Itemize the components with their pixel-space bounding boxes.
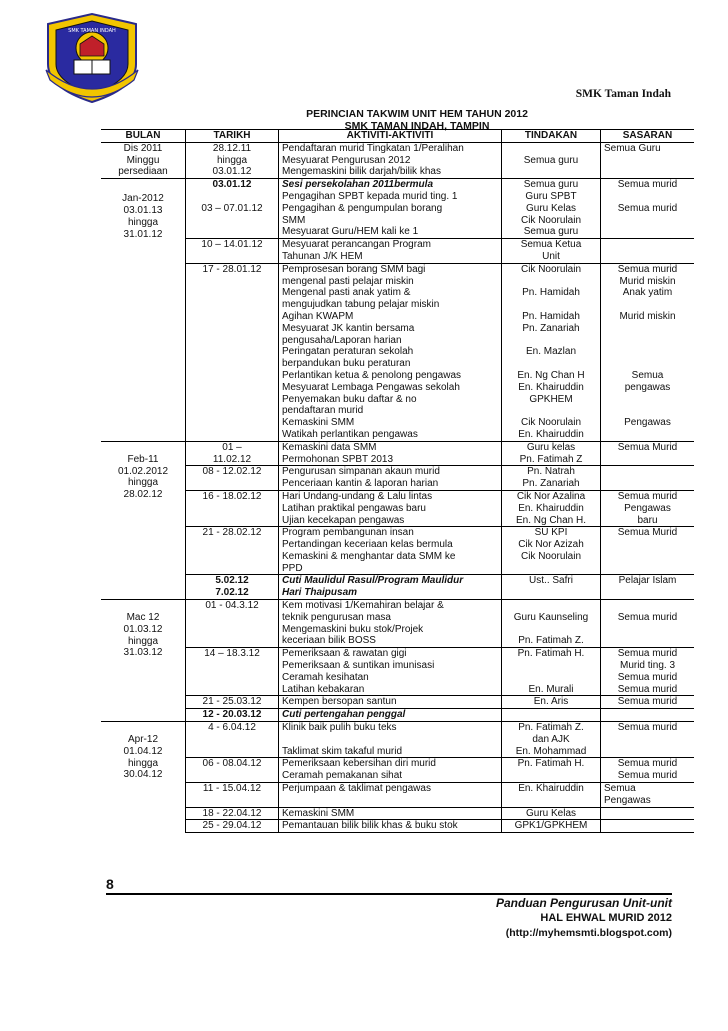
table-header-row xyxy=(101,130,694,143)
activity-cell: Pengagihan & pengumpulan borang SMM Mesyuarat Guru/HEM kali ke 1 xyxy=(279,203,502,239)
activity-cell: Pemprosesan borang SMM bagi mengenal pasti pelajar miskin Mengenal pasti anak yatim & mengujudkan tabung pelajar miskin Agihan KWAPM Mesyuarat JK kantin bersama pengusaha/Laporan harian Peringatan peraturan sekolah berpandukan buku peraturan Perlantikan ketua & penolong pengawas Mesyuarat Lembaga Pengawas sekolah Penyemakan buku daftar & no pendaftaran murid Kemaskini SMM Watikah perlantikan pengawas xyxy=(279,263,502,441)
action-cell: En. Aris xyxy=(502,696,601,709)
target-cell: Semua murid xyxy=(601,179,695,191)
target-cell: Semua murid xyxy=(617,202,678,214)
table-row xyxy=(101,263,694,441)
table-row xyxy=(101,807,694,820)
table-row xyxy=(101,783,694,808)
page-number: 8 xyxy=(106,876,114,892)
date-cell xyxy=(186,191,279,203)
action-cell: En. Khairuddin xyxy=(502,783,601,808)
target-cell xyxy=(601,466,695,491)
activity-cell: Hari Undang-undang & Lalu lintas Latihan praktikal pengawas baru Ujian kecekapan pengawas xyxy=(279,490,502,526)
svg-text:SMK TAMAN INDAH: SMK TAMAN INDAH xyxy=(68,28,116,34)
date-cell: 03.01.12 xyxy=(186,179,279,191)
action-cell: Ust.. Safri xyxy=(502,575,601,600)
activity-cell: Kemaskini data SMM Permohonan SPBT 2013 xyxy=(279,441,502,466)
table-row xyxy=(101,203,694,239)
footer-divider xyxy=(106,893,672,895)
table-row xyxy=(101,820,694,833)
activity-cell: Pendaftaran murid Tingkatan 1/Peralihan Mesyuarat Pengurusan 2012 Mengemaskini bilik darjah/bilik khas xyxy=(279,142,502,178)
target-cell: Semua Guru xyxy=(601,142,695,178)
target-cell: Semua murid Murid ting. 3 Semua murid Semua murid xyxy=(601,648,695,696)
table-row xyxy=(101,758,694,783)
target-cell xyxy=(601,807,695,820)
title-line-1: PERINCIAN TAKWIM UNIT HEM TAHUN 2012 xyxy=(306,108,528,120)
action-cell: Guru Kelas xyxy=(502,807,601,820)
date-cell: 4 - 6.04.12 xyxy=(186,722,279,758)
date-cell: 10 – 14.01.12 xyxy=(186,239,279,264)
activity-cell: Perjumpaan & taklimat pengawas xyxy=(279,783,502,808)
target-cell xyxy=(601,709,695,722)
table-row xyxy=(101,575,694,600)
target-cell: Semua murid xyxy=(601,696,695,709)
date-cell: 01 – 11.02.12 xyxy=(186,441,279,466)
table-row xyxy=(101,527,694,575)
action-cell: Guru kelas Pn. Fatimah Z xyxy=(502,441,601,466)
action-cell: Pn. Fatimah Z. dan AJK En. Mohammad xyxy=(502,722,601,758)
month-cell: Feb-11 01.02.2012 hingga 28.02.12 xyxy=(101,441,186,599)
date-cell: 18 - 22.04.12 xyxy=(186,807,279,820)
date-cell: 16 - 18.02.12 xyxy=(186,490,279,526)
table-row xyxy=(101,648,694,696)
target-cell: Semua murid Pengawas baru xyxy=(601,490,695,526)
action-cell xyxy=(502,709,601,722)
target-cell: Semua Murid xyxy=(601,441,695,466)
activity-cell: Sesi persekolahan 2011bermula xyxy=(279,179,502,191)
month-cell: Mac 12 01.03.12 hingga 31.03.12 xyxy=(101,600,186,722)
activity-cell: Klinik baik pulih buku teks Taklimat skim takaful murid xyxy=(279,722,502,758)
table-row xyxy=(101,709,694,722)
activity-cell: Program pembangunan insan Pertandingan keceriaan kelas bermula Kemaskini & menghantar data SMM ke PPD xyxy=(279,527,502,575)
activity-cell: Pemeriksaan & rawatan gigi Pemeriksaan & suntikan imunisasi Ceramah kesihatan Latihan kebakaran xyxy=(279,648,502,696)
activity-cell: Kemaskini SMM xyxy=(279,807,502,820)
footer xyxy=(496,896,672,941)
col-bulan: BULAN xyxy=(101,130,186,143)
action-cell: Guru SPBT xyxy=(502,191,601,203)
col-sasaran: SASARAN xyxy=(601,130,695,143)
col-tindakan: TINDAKAN xyxy=(502,130,601,143)
footer-line-1: Panduan Pengurusan Unit-unit xyxy=(496,896,672,910)
school-crest-logo xyxy=(40,10,144,106)
action-cell: GPK1/GPKHEM xyxy=(502,820,601,833)
target-cell: Semua murid xyxy=(601,600,695,648)
action-cell: Pn. Natrah Pn. Zanariah xyxy=(502,466,601,491)
activity-cell: Cuti Maulidul Rasul/Program Maulidur Hari Thaipusam xyxy=(279,575,502,600)
action-cell: Cik Noorulain Pn. Hamidah Pn. Hamidah Pn. Zanariah En. Mazlan En. Ng Chan H En. Khairuddin GPKHEM Cik Noorulain En. Khairuddin xyxy=(502,263,601,441)
date-cell: 5.02.12 7.02.12 xyxy=(186,575,279,600)
action-cell: Cik Nor Azalina En. Khairuddin En. Ng Chan H. xyxy=(502,490,601,526)
date-cell: 25 - 29.04.12 xyxy=(186,820,279,833)
col-tarikh: TARIKH xyxy=(186,130,279,143)
table-row xyxy=(101,600,694,648)
activity-cell: Pengagihan SPBT kepada murid ting. 1 xyxy=(279,191,502,203)
takwim-table xyxy=(101,129,694,833)
target-cell xyxy=(601,191,695,203)
action-cell: Guru Kaunseling Pn. Fatimah Z. xyxy=(502,600,601,648)
target-cell: Semua murid xyxy=(601,722,695,758)
table-row xyxy=(101,441,694,466)
target-cell: Pelajar Islam xyxy=(601,575,695,600)
date-cell: 21 - 28.02.12 xyxy=(186,527,279,575)
date-cell: 12 - 20.03.12 xyxy=(186,709,279,722)
target-cell xyxy=(601,239,695,264)
footer-line-2: HAL EHWAL MURID 2012 xyxy=(540,912,672,924)
activity-cell: Kem motivasi 1/Kemahiran belajar & teknik pengurusan masa Mengemaskini buku stok/Projek keceriaan bilik BOSS xyxy=(279,600,502,648)
action-cell: Semua Ketua Unit xyxy=(502,239,601,264)
table-row xyxy=(101,239,694,264)
date-cell: 08 - 12.02.12 xyxy=(186,466,279,491)
target-cell xyxy=(601,820,695,833)
action-cell: Pn. Fatimah H. xyxy=(502,758,601,783)
date-cell: 06 - 08.04.12 xyxy=(186,758,279,783)
action-cell: Semua guru xyxy=(502,179,601,191)
date-cell: 03 – 07.01.12 xyxy=(186,203,279,239)
table-row xyxy=(101,490,694,526)
activity-cell: Pengurusan simpanan akaun murid Penceriaan kantin & laporan harian xyxy=(279,466,502,491)
target-cell: Semua murid Murid miskin Anak yatim Murid miskin Semua pengawas Pengawas xyxy=(601,263,695,441)
date-cell: 21 - 25.03.12 xyxy=(186,696,279,709)
table-row xyxy=(101,722,694,758)
target-cell: Semua Pengawas xyxy=(601,783,695,808)
school-name: SMK Taman Indah xyxy=(575,88,671,100)
date-cell: 28.12.11 hingga 03.01.12 xyxy=(186,142,279,178)
month-cell: Dis 2011 Minggu persediaan xyxy=(101,142,186,178)
date-cell: 14 – 18.3.12 xyxy=(186,648,279,696)
title-line-2: SMK TAMAN INDAH, TAMPIN xyxy=(344,120,490,132)
action-cell: SU KPI Cik Nor Azizah Cik Noorulain xyxy=(502,527,601,575)
date-cell: 11 - 15.04.12 xyxy=(186,783,279,808)
date-cell: 17 - 28.01.12 xyxy=(186,263,279,441)
activity-cell: Mesyuarat perancangan Program Tahunan J/K HEM xyxy=(279,239,502,264)
month-cell: Apr-12 01.04.12 hingga 30.04.12 xyxy=(101,722,186,833)
table-row xyxy=(101,696,694,709)
activity-cell: Kempen bersopan santun xyxy=(279,696,502,709)
date-cell: 01 - 04.3.12 xyxy=(186,600,279,648)
table-row xyxy=(101,191,694,203)
table-row xyxy=(101,142,694,178)
target-cell: Semua Murid xyxy=(601,527,695,575)
col-aktiviti: AKTIVITI-AKTIVITI xyxy=(279,130,502,143)
action-cell: Pn. Fatimah H. En. Murali xyxy=(502,648,601,696)
activity-cell: Pemantauan bilik bilik khas & buku stok xyxy=(279,820,502,833)
activity-cell: Cuti pertengahan penggal xyxy=(279,709,502,722)
action-cell: Semua guru xyxy=(502,142,601,178)
table-row xyxy=(101,466,694,491)
month-cell: Jan-2012 03.01.13 hingga 31.01.12 xyxy=(101,179,186,442)
action-cell: Guru Kelas Cik Noorulain Semua guru xyxy=(502,203,601,239)
table-row xyxy=(101,179,694,191)
target-cell: Semua murid Semua murid xyxy=(601,758,695,783)
activity-cell: Pemeriksaan kebersihan diri murid Ceramah pemakanan sihat xyxy=(279,758,502,783)
footer-blog-link[interactable]: (http://myhemsmti.blogspot.com) xyxy=(505,927,672,939)
